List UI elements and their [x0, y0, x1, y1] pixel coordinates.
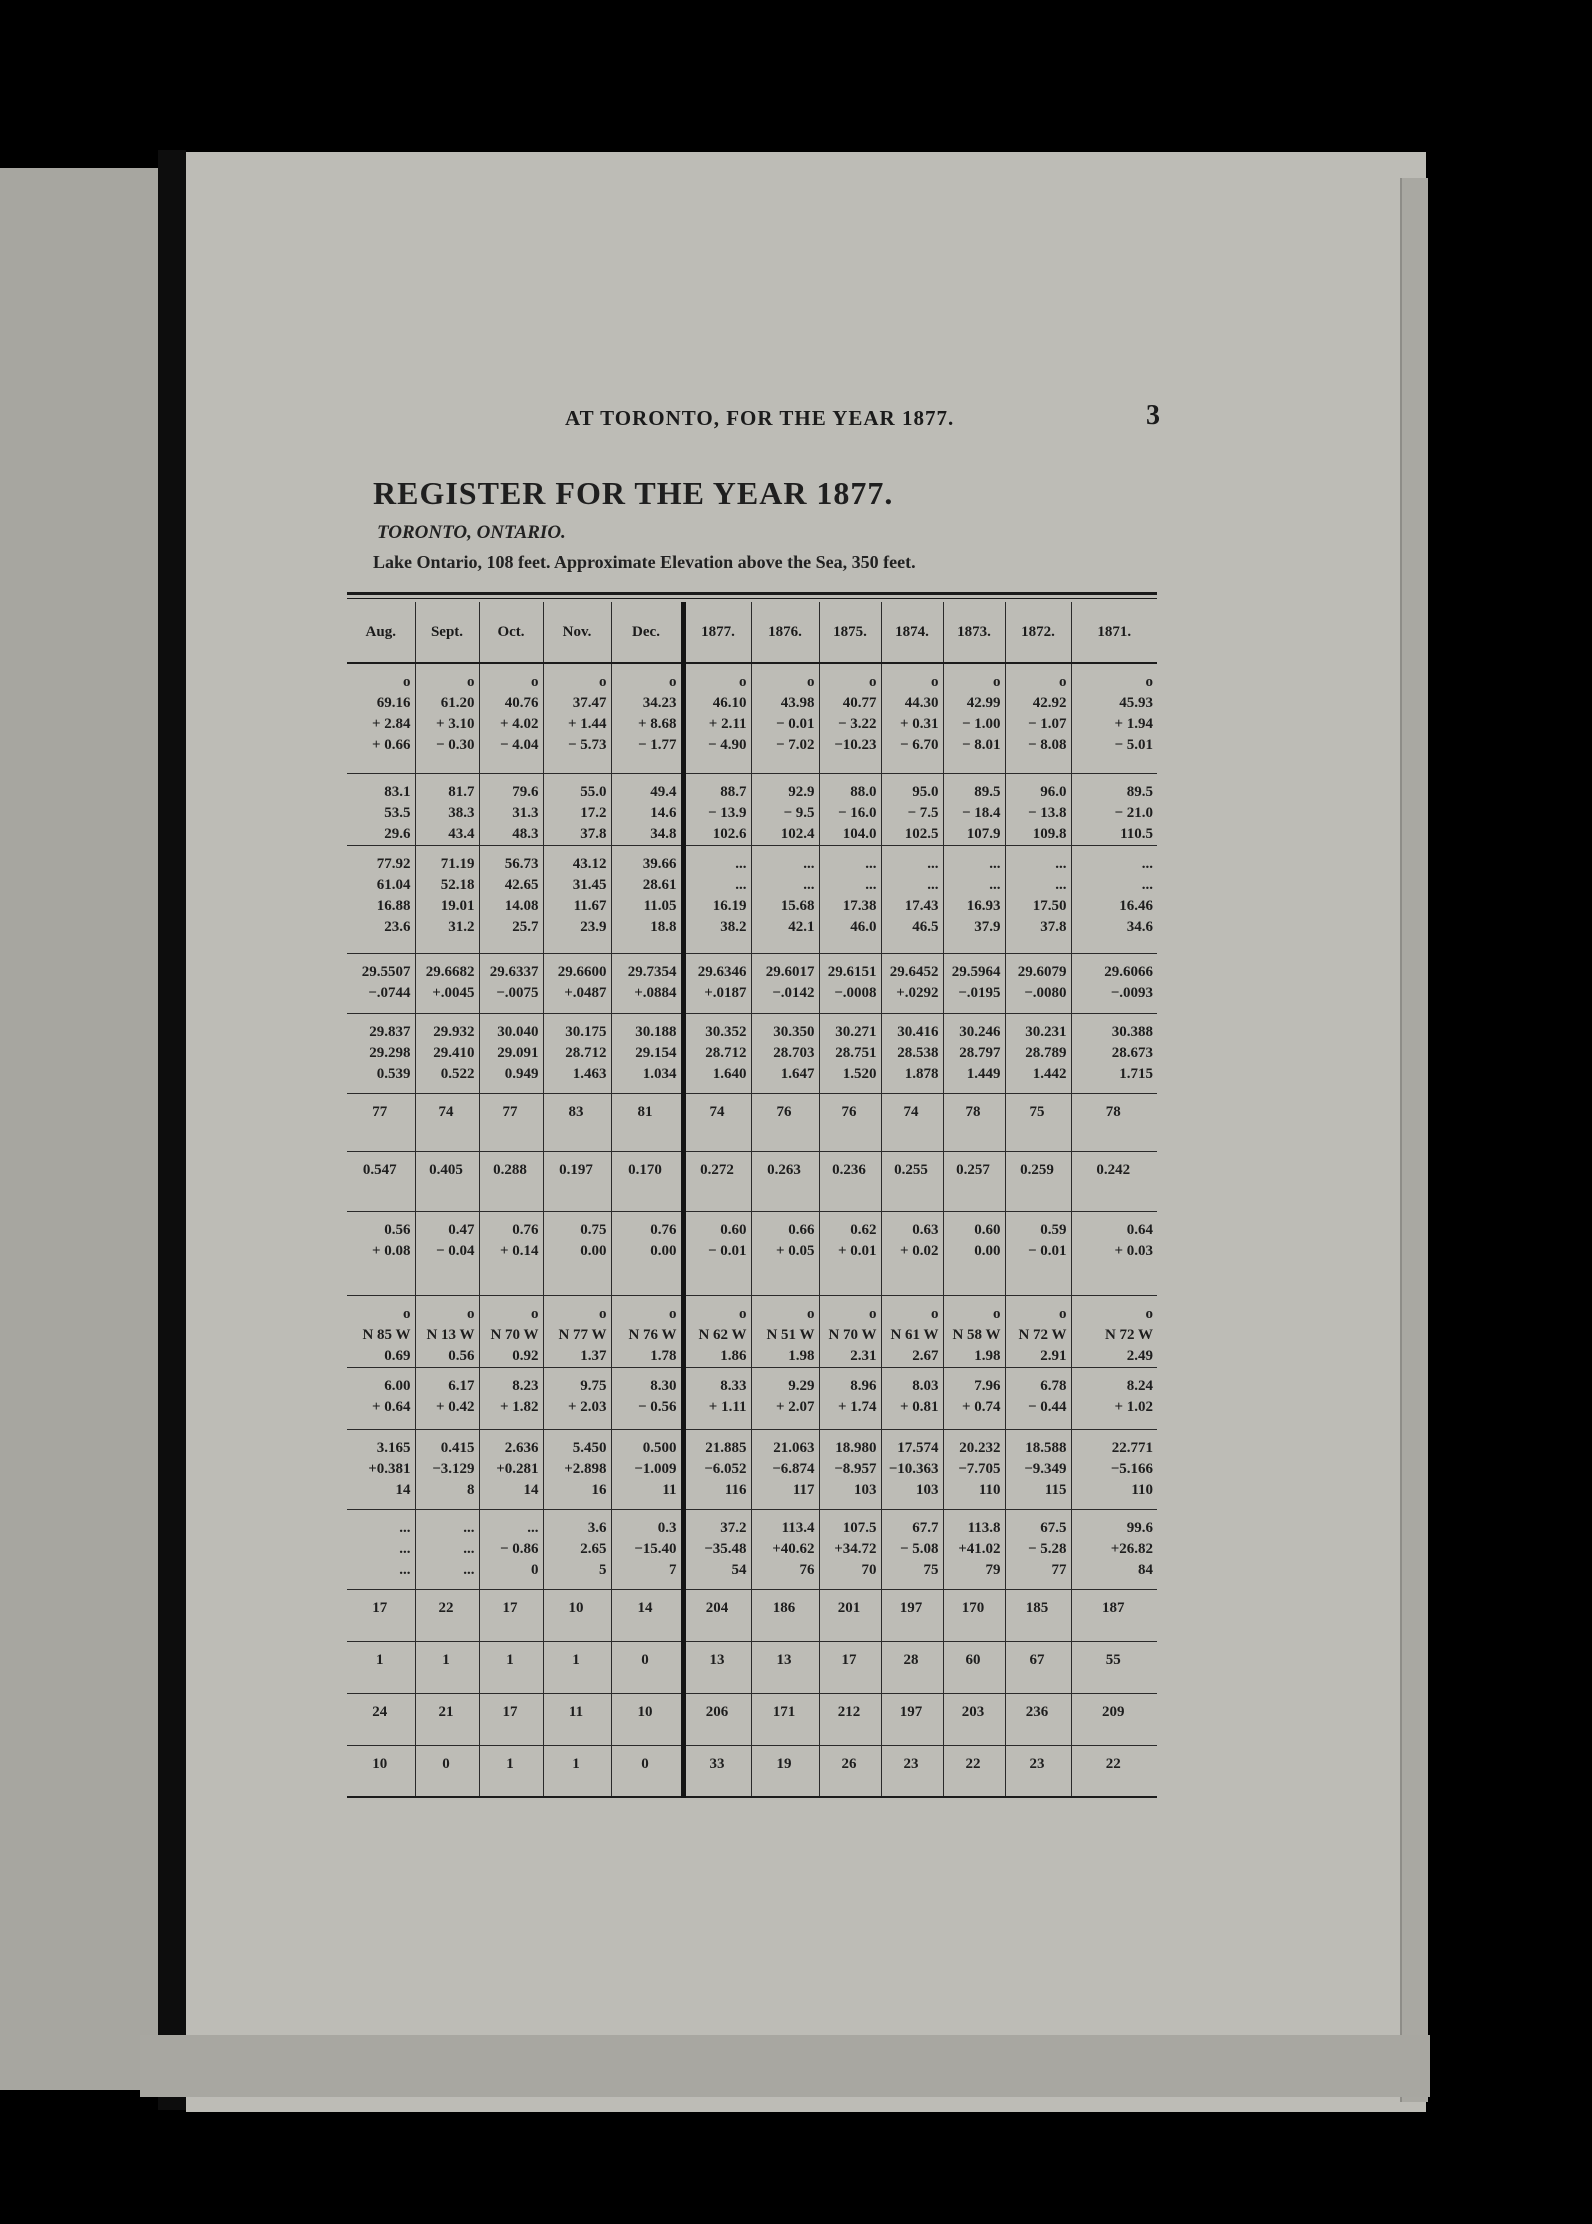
table-cell: 89.5 − 18.4 107.9: [943, 773, 1005, 845]
table-cell: 187: [1071, 1589, 1157, 1641]
table-cell: 0.66 + 0.05: [751, 1211, 819, 1295]
table-cell: 0.288: [479, 1151, 543, 1211]
table-cell: 170: [943, 1589, 1005, 1641]
table-cell: o 42.99 − 1.00 − 8.01: [943, 663, 1005, 773]
table-row: [347, 1013, 1157, 1093]
table-cell: 0.60 0.00: [943, 1211, 1005, 1295]
table-cell: ... ... 17.43 46.5: [881, 845, 943, 953]
underlying-page-strip: [140, 2035, 1430, 2097]
header-rule-bottom: [347, 598, 1157, 599]
table-cell: o N 58 W 1.98: [943, 1295, 1005, 1367]
table-cell: o 44.30 + 0.31 − 6.70: [881, 663, 943, 773]
table-cell: ... ... ...: [415, 1509, 479, 1589]
table-cell: 22.771 −5.166 110: [1071, 1429, 1157, 1509]
table-cell: 6.78 − 0.44: [1005, 1367, 1071, 1429]
table-cell: 6.00 + 0.64: [347, 1367, 415, 1429]
table-cell: 0.263: [751, 1151, 819, 1211]
table-cell: o 37.47 + 1.44 − 5.73: [543, 663, 611, 773]
table-cell: 13: [751, 1641, 819, 1693]
table-cell: 0: [611, 1745, 683, 1797]
table-cell: 10: [543, 1589, 611, 1641]
table-cell: 10: [611, 1693, 683, 1745]
table-cell: 0.272: [683, 1151, 751, 1211]
table-row: [347, 1211, 1157, 1295]
table-cell: 236: [1005, 1693, 1071, 1745]
table-cell: 0.63 + 0.02: [881, 1211, 943, 1295]
table-cell: 28: [881, 1641, 943, 1693]
table-cell: 29.6017 −.0142: [751, 953, 819, 1013]
table-cell: 186: [751, 1589, 819, 1641]
table-cell: 30.188 29.154 1.034: [611, 1013, 683, 1093]
table-cell: 89.5 − 21.0 110.5: [1071, 773, 1157, 845]
table-cell: 204: [683, 1589, 751, 1641]
table-row: [347, 1367, 1157, 1429]
table-cell: 92.9 − 9.5 102.4: [751, 773, 819, 845]
table-cell: 8.24 + 1.02: [1071, 1367, 1157, 1429]
table-cell: 1: [479, 1641, 543, 1693]
table-cell: ... ... 16.46 34.6: [1071, 845, 1157, 953]
table-cell: 26: [819, 1745, 881, 1797]
column-header: Nov.: [543, 602, 611, 663]
table-cell: 30.246 28.797 1.449: [943, 1013, 1005, 1093]
page-number: 3: [1146, 400, 1160, 431]
table-cell: o 40.76 + 4.02 − 4.04: [479, 663, 543, 773]
table-cell: o N 62 W 1.86: [683, 1295, 751, 1367]
table-cell: 0: [611, 1641, 683, 1693]
table-row: [347, 1509, 1157, 1589]
column-header: 1873.: [943, 602, 1005, 663]
table-cell: 8.96 + 1.74: [819, 1367, 881, 1429]
table-row: [347, 1295, 1157, 1367]
table-cell: o 69.16 + 2.84 + 0.66: [347, 663, 415, 773]
table-cell: 22: [1071, 1745, 1157, 1797]
table-cell: o N 70 W 2.31: [819, 1295, 881, 1367]
table-row: [347, 1429, 1157, 1509]
table-cell: 29.6346 +.0187: [683, 953, 751, 1013]
page-fore-edge: [1400, 178, 1428, 2102]
table-cell: 0.255: [881, 1151, 943, 1211]
table-row: [347, 1093, 1157, 1151]
table-cell: 74: [415, 1093, 479, 1151]
table-cell: 0.259: [1005, 1151, 1071, 1211]
table-cell: o 42.92 − 1.07 − 8.08: [1005, 663, 1071, 773]
table-cell: 81.7 38.3 43.4: [415, 773, 479, 845]
table-cell: 30.175 28.712 1.463: [543, 1013, 611, 1093]
column-header: 1874.: [881, 602, 943, 663]
table-cell: 0.242: [1071, 1151, 1157, 1211]
table-cell: 96.0 − 13.8 109.8: [1005, 773, 1071, 845]
table-cell: 21.885 −6.052 116: [683, 1429, 751, 1509]
table-cell: 8.30 − 0.56: [611, 1367, 683, 1429]
table-cell: ... ... 16.93 37.9: [943, 845, 1005, 953]
table-cell: 30.416 28.538 1.878: [881, 1013, 943, 1093]
table-cell: 56.73 42.65 14.08 25.7: [479, 845, 543, 953]
column-header: 1871.: [1071, 602, 1157, 663]
table-cell: 55.0 17.2 37.8: [543, 773, 611, 845]
table-cell: 0.76 + 0.14: [479, 1211, 543, 1295]
table-cell: 0.236: [819, 1151, 881, 1211]
table-cell: 1: [415, 1641, 479, 1693]
table-cell: 9.75 + 2.03: [543, 1367, 611, 1429]
table-cell: o 34.23 + 8.68 − 1.77: [611, 663, 683, 773]
table-cell: 18.588 −9.349 115: [1005, 1429, 1071, 1509]
table-cell: 49.4 14.6 34.8: [611, 773, 683, 845]
table-cell: 83: [543, 1093, 611, 1151]
table-header-row: [347, 602, 1157, 663]
running-head: [540, 398, 1160, 448]
table-cell: 19: [751, 1745, 819, 1797]
table-cell: 3.6 2.65 5: [543, 1509, 611, 1589]
table-cell: 29.6337 −.0075: [479, 953, 543, 1013]
table-cell: 43.12 31.45 11.67 23.9: [543, 845, 611, 953]
register-location: TORONTO, ONTARIO.: [377, 522, 566, 543]
table-cell: 5.450 +2.898 16: [543, 1429, 611, 1509]
table-cell: 17.574 −10.363 103: [881, 1429, 943, 1509]
table-cell: 77: [479, 1093, 543, 1151]
table-body: [347, 663, 1157, 1797]
table-cell: 81: [611, 1093, 683, 1151]
meteorological-register-table: [347, 602, 1157, 1798]
table-cell: 0.3 −15.40 7: [611, 1509, 683, 1589]
table-cell: 29.7354 +.0884: [611, 953, 683, 1013]
table-cell: 197: [881, 1693, 943, 1745]
table-cell: 79.6 31.3 48.3: [479, 773, 543, 845]
table-cell: 88.7 − 13.9 102.6: [683, 773, 751, 845]
table-cell: 209: [1071, 1693, 1157, 1745]
table-cell: o N 51 W 1.98: [751, 1295, 819, 1367]
table-cell: 67.5 − 5.28 77: [1005, 1509, 1071, 1589]
table-cell: 0.60 − 0.01: [683, 1211, 751, 1295]
table-cell: 1: [543, 1641, 611, 1693]
table-cell: 0.62 + 0.01: [819, 1211, 881, 1295]
table-cell: o N 76 W 1.78: [611, 1295, 683, 1367]
table-cell: 20.232 −7.705 110: [943, 1429, 1005, 1509]
table-row: [347, 1693, 1157, 1745]
table-cell: 37.2 −35.48 54: [683, 1509, 751, 1589]
table-cell: 3.165 +0.381 14: [347, 1429, 415, 1509]
table-cell: 0.500 −1.009 11: [611, 1429, 683, 1509]
table-cell: 30.271 28.751 1.520: [819, 1013, 881, 1093]
table-cell: 8.03 + 0.81: [881, 1367, 943, 1429]
table-cell: 67: [1005, 1641, 1071, 1693]
table-cell: 74: [881, 1093, 943, 1151]
table-cell: 113.4 +40.62 76: [751, 1509, 819, 1589]
register-elevation: Lake Ontario, 108 feet. Approximate Elevation above the Sea, 350 feet.: [373, 552, 916, 572]
table-cell: 17: [347, 1589, 415, 1641]
table-cell: 29.6682 +.0045: [415, 953, 479, 1013]
table-cell: 30.350 28.703 1.647: [751, 1013, 819, 1093]
table-cell: o 40.77 − 3.22 −10.23: [819, 663, 881, 773]
table-cell: 0.76 0.00: [611, 1211, 683, 1295]
table-cell: 6.17 + 0.42: [415, 1367, 479, 1429]
table-row: [347, 1151, 1157, 1211]
table-cell: 1: [479, 1745, 543, 1797]
table-cell: 99.6 +26.82 84: [1071, 1509, 1157, 1589]
column-header: 1872.: [1005, 602, 1071, 663]
table-cell: 23: [1005, 1745, 1071, 1797]
table-cell: 1: [543, 1745, 611, 1797]
table-cell: 83.1 53.5 29.6: [347, 773, 415, 845]
table-cell: 71.19 52.18 19.01 31.2: [415, 845, 479, 953]
table-cell: o 43.98 − 0.01 − 7.02: [751, 663, 819, 773]
table-row: [347, 1641, 1157, 1693]
table-cell: o 45.93 + 1.94 − 5.01: [1071, 663, 1157, 773]
table-cell: 10: [347, 1745, 415, 1797]
table-row: [347, 845, 1157, 953]
table-cell: 76: [819, 1093, 881, 1151]
table-cell: 74: [683, 1093, 751, 1151]
table-cell: 88.0 − 16.0 104.0: [819, 773, 881, 845]
table-cell: o 61.20 + 3.10 − 0.30: [415, 663, 479, 773]
table-cell: 8.33 + 1.11: [683, 1367, 751, 1429]
table-cell: 78: [943, 1093, 1005, 1151]
table-cell: 77.92 61.04 16.88 23.6: [347, 845, 415, 953]
table-cell: 2.636 +0.281 14: [479, 1429, 543, 1509]
book-gutter: [158, 150, 186, 2110]
table-cell: 55: [1071, 1641, 1157, 1693]
table-cell: ... ... 17.50 37.8: [1005, 845, 1071, 953]
table-cell: 0.405: [415, 1151, 479, 1211]
table-cell: 0.56 + 0.08: [347, 1211, 415, 1295]
table-cell: o N 72 W 2.91: [1005, 1295, 1071, 1367]
table-cell: 197: [881, 1589, 943, 1641]
table-cell: 21.063 −6.874 117: [751, 1429, 819, 1509]
table-cell: 0.415 −3.129 8: [415, 1429, 479, 1509]
table-cell: 206: [683, 1693, 751, 1745]
table-cell: 17: [479, 1589, 543, 1641]
table-cell: 30.231 28.789 1.442: [1005, 1013, 1071, 1093]
table-cell: 11: [543, 1693, 611, 1745]
table-cell: 8.23 + 1.82: [479, 1367, 543, 1429]
table-cell: ... ... ...: [347, 1509, 415, 1589]
table-cell: 171: [751, 1693, 819, 1745]
table-cell: o N 61 W 2.67: [881, 1295, 943, 1367]
column-header: Oct.: [479, 602, 543, 663]
table-cell: 0.59 − 0.01: [1005, 1211, 1071, 1295]
table-cell: 30.352 28.712 1.640: [683, 1013, 751, 1093]
table-cell: o N 85 W 0.69: [347, 1295, 415, 1367]
table-cell: 23: [881, 1745, 943, 1797]
table-row: [347, 663, 1157, 773]
table-row: [347, 773, 1157, 845]
table-cell: 7.96 + 0.74: [943, 1367, 1005, 1429]
table-cell: 22: [943, 1745, 1005, 1797]
table-cell: 29.5507 −.0744: [347, 953, 415, 1013]
table-cell: ... ... 17.38 46.0: [819, 845, 881, 953]
table-cell: o 46.10 + 2.11 − 4.90: [683, 663, 751, 773]
table-cell: ... ... 15.68 42.1: [751, 845, 819, 953]
table-cell: 29.837 29.298 0.539: [347, 1013, 415, 1093]
column-header: Aug.: [347, 602, 415, 663]
table-cell: 29.5964 −.0195: [943, 953, 1005, 1013]
table-cell: o N 13 W 0.56: [415, 1295, 479, 1367]
table-cell: 0.64 + 0.03: [1071, 1211, 1157, 1295]
table-cell: 113.8 +41.02 79: [943, 1509, 1005, 1589]
table-cell: 78: [1071, 1093, 1157, 1151]
table-cell: 0.257: [943, 1151, 1005, 1211]
table-cell: 212: [819, 1693, 881, 1745]
table-cell: 29.6079 −.0080: [1005, 953, 1071, 1013]
facing-page-edge: [0, 168, 158, 2090]
table-cell: 0.170: [611, 1151, 683, 1211]
table-cell: 9.29 + 2.07: [751, 1367, 819, 1429]
running-head-text: AT TORONTO, FOR THE YEAR 1877.: [565, 406, 955, 430]
table-cell: 0: [415, 1745, 479, 1797]
table-cell: 17: [479, 1693, 543, 1745]
table-cell: 0.75 0.00: [543, 1211, 611, 1295]
table-cell: 201: [819, 1589, 881, 1641]
table-cell: 76: [751, 1093, 819, 1151]
table-cell: 29.6151 −.0008: [819, 953, 881, 1013]
table-cell: 29.932 29.410 0.522: [415, 1013, 479, 1093]
table-row: [347, 953, 1157, 1013]
table-cell: 29.6452 +.0292: [881, 953, 943, 1013]
column-header: 1877.: [683, 602, 751, 663]
table-cell: 13: [683, 1641, 751, 1693]
table-cell: 18.980 −8.957 103: [819, 1429, 881, 1509]
table-cell: 14: [611, 1589, 683, 1641]
table-cell: 0.547: [347, 1151, 415, 1211]
table-cell: 0.47 − 0.04: [415, 1211, 479, 1295]
register-title: REGISTER FOR THE YEAR 1877.: [373, 475, 894, 511]
table-cell: 39.66 28.61 11.05 18.8: [611, 845, 683, 953]
column-header: Dec.: [611, 602, 683, 663]
table-row: [347, 1589, 1157, 1641]
table-cell: 185: [1005, 1589, 1071, 1641]
table-cell: 24: [347, 1693, 415, 1745]
table-cell: o N 72 W 2.49: [1071, 1295, 1157, 1367]
table-cell: 29.6066 −.0093: [1071, 953, 1157, 1013]
table-cell: 33: [683, 1745, 751, 1797]
table-cell: 29.6600 +.0487: [543, 953, 611, 1013]
table-cell: 21: [415, 1693, 479, 1745]
column-header: 1876.: [751, 602, 819, 663]
table-cell: 95.0 − 7.5 102.5: [881, 773, 943, 845]
table-cell: 107.5 +34.72 70: [819, 1509, 881, 1589]
table-cell: 30.040 29.091 0.949: [479, 1013, 543, 1093]
table-cell: 77: [347, 1093, 415, 1151]
table-cell: o N 70 W 0.92: [479, 1295, 543, 1367]
table-cell: 1: [347, 1641, 415, 1693]
table-row: [347, 1745, 1157, 1797]
table-cell: 203: [943, 1693, 1005, 1745]
column-header: Sept.: [415, 602, 479, 663]
table-cell: 30.388 28.673 1.715: [1071, 1013, 1157, 1093]
table-cell: 22: [415, 1589, 479, 1641]
column-header: 1875.: [819, 602, 881, 663]
table-cell: 67.7 − 5.08 75: [881, 1509, 943, 1589]
table-cell: 60: [943, 1641, 1005, 1693]
table-cell: o N 77 W 1.37: [543, 1295, 611, 1367]
table-cell: 75: [1005, 1093, 1071, 1151]
table-cell: 17: [819, 1641, 881, 1693]
header-rule-top: [347, 592, 1157, 595]
table-cell: ... − 0.86 0: [479, 1509, 543, 1589]
table-cell: ... ... 16.19 38.2: [683, 845, 751, 953]
table-cell: 0.197: [543, 1151, 611, 1211]
